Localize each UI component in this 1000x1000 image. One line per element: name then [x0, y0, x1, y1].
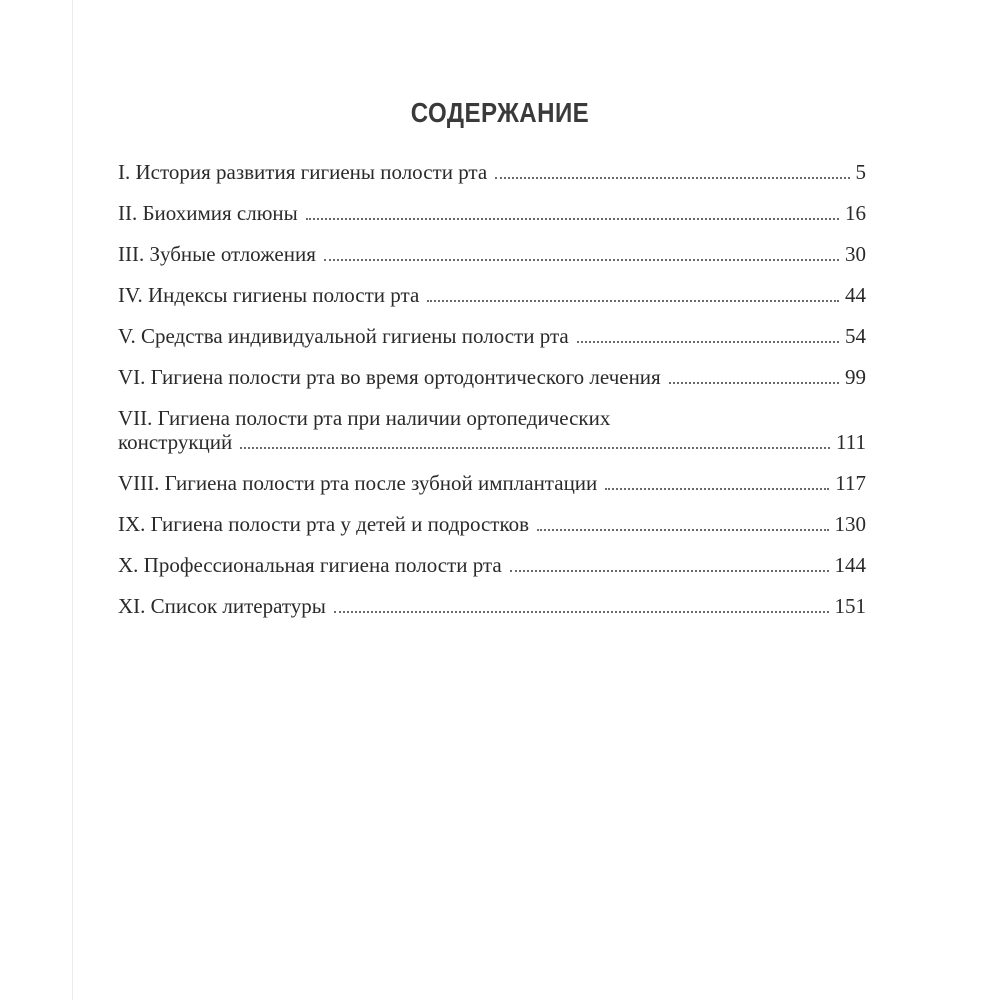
table-of-contents — [118, 160, 866, 635]
toc-entry — [118, 160, 866, 184]
toc-entry-page: 54 — [845, 324, 866, 348]
toc-entry-page: 130 — [834, 512, 866, 536]
dot-leader — [510, 570, 829, 572]
toc-entry-multiline — [118, 406, 866, 454]
toc-entry-page: 44 — [845, 283, 866, 307]
toc-entry-title: VIII. Гигиена полости рта после зубной имплантации — [118, 471, 598, 495]
page-title: СОДЕРЖАНИЕ — [410, 97, 590, 128]
toc-entry-title: XI. Список литературы — [118, 594, 326, 618]
toc-entry-title: V. Средства индивидуальной гигиены полости рта — [118, 324, 569, 348]
toc-entry-title: IV. Индексы гигиены полости рта — [118, 283, 420, 307]
toc-entry — [118, 365, 866, 389]
toc-entry — [118, 406, 866, 454]
toc-entry-page: 16 — [845, 201, 866, 225]
toc-entry-title: VII. Гигиена полости рта при наличии ортопедических — [118, 406, 611, 430]
toc-entry-page: 30 — [845, 242, 866, 266]
toc-entry — [118, 512, 866, 536]
toc-entry — [118, 471, 866, 495]
dot-leader — [427, 300, 839, 302]
dot-leader — [577, 341, 839, 343]
toc-entry-page: 99 — [845, 365, 866, 389]
toc-entry — [118, 594, 866, 618]
dot-leader — [240, 447, 830, 449]
toc-entry-page: 117 — [835, 471, 866, 495]
toc-entry-title: IX. Гигиена полости рта у детей и подростков — [118, 512, 530, 536]
toc-entry-title: VI. Гигиена полости рта во время ортодонтического лечения — [118, 365, 661, 389]
toc-entry — [118, 201, 866, 225]
dot-leader — [605, 488, 829, 490]
dot-leader — [334, 611, 829, 613]
toc-entry-continuation — [118, 430, 866, 454]
toc-entry-title: X. Профессиональная гигиена полости рта — [118, 553, 502, 577]
toc-entry — [118, 324, 866, 348]
dot-leader — [324, 259, 839, 261]
toc-entry-title: II. Биохимия слюны — [118, 201, 298, 225]
toc-entry — [118, 283, 866, 307]
toc-entry-title: I. История развития гигиены полости рта — [118, 160, 488, 184]
toc-entry-title: III. Зубные отложения — [118, 242, 316, 266]
toc-entry-page: 5 — [855, 160, 866, 184]
toc-entry-page: 111 — [836, 430, 866, 454]
dot-leader — [537, 529, 828, 531]
dot-leader — [669, 382, 839, 384]
toc-entry-page: 151 — [834, 594, 866, 618]
toc-entry — [118, 553, 866, 577]
toc-entry-page: 144 — [834, 553, 866, 577]
toc-entry-title-continued: конструкций — [118, 430, 233, 454]
toc-entry — [118, 242, 866, 266]
dot-leader — [306, 218, 839, 220]
dot-leader — [495, 177, 849, 179]
